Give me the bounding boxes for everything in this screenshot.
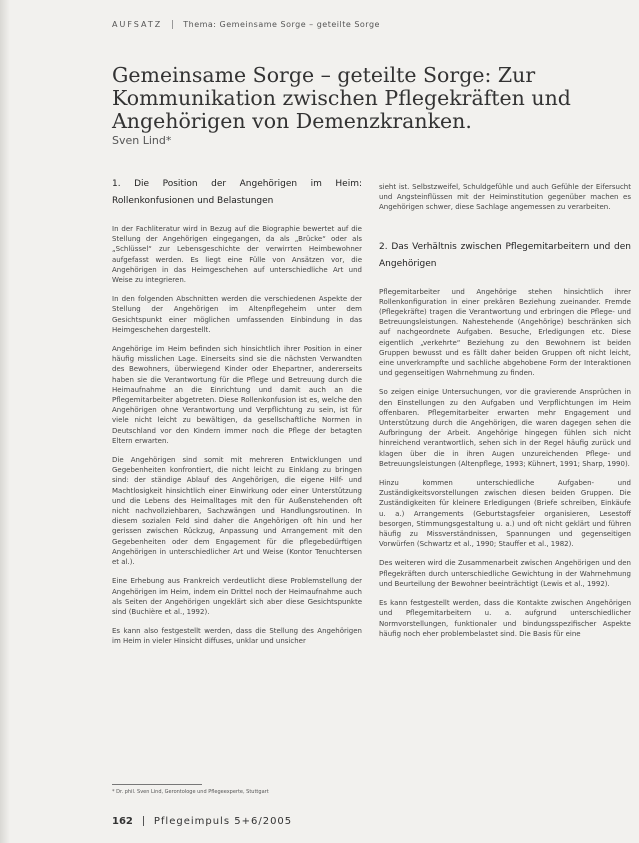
running-head-section: AUFSATZ xyxy=(112,20,163,29)
body-paragraph: In der Fachliteratur wird in Bezug auf die Biographie bewertet auf die Stellung der Angehörigen eingegangen, da als „Brücke“ oder als „Schlüssel“ zur Lebensgeschichte der verwirrten Heimbewohner aufgefasst werden. Es liegt eine Fülle von Ansätzen vor, die Angehörigen in das Heimgeschehen auf unterschiedliche Art und Weise zu integrieren. xyxy=(112,225,362,285)
footnote: * Dr. phil. Sven Lind, Gerontologe und Pflegeexperte, Stuttgart xyxy=(112,789,269,795)
body-paragraph: Eine Erhebung aus Frankreich verdeutlicht diese Problemstellung der Angehörigen im Heim, indem ein Drittel noch der Heimaufnahme auch als Seiten der Angehörigen ungeklärt sich aber diese Gesichtspunkte sind (Buchière et al., 1992). xyxy=(112,577,362,616)
page-footer xyxy=(112,816,292,827)
running-head-topic: Thema: Gemeinsame Sorge – geteilte Sorge xyxy=(183,20,380,29)
journal-name: Pflegeimpuls 5+6/2005 xyxy=(153,816,293,827)
page-number: 162 xyxy=(112,816,133,827)
running-head-divider xyxy=(172,20,173,29)
body-paragraph: Pflegemitarbeiter und Angehörige stehen hinsichtlich ihrer Rollenkonfiguration in einer prekären Beziehung zueinander. Fremde (Pflegekräfte) tragen die Verantwortung und erbringen die Pflege- und Betreuungsleistungen. Nahestehende (Angehörige) beschränken sich auf nachgeordnete Aufgaben. Besuche, Erledigungen etc. Diese eigentlich „verkehrte“ Beziehung zu den Bewohnern ist beiden Gruppen bewusst und es fällt daher beiden Gruppen oft nicht leicht, eine unverkrampfte und sachliche abgehobene Form der Interaktionen und gegenseitigen Wahrnehmung zu finden. xyxy=(379,287,631,378)
body-paragraph: Die Angehörigen sind somit mit mehreren Entwicklungen und Gegebenheiten konfrontiert, die nicht leicht zu Einklang zu bringen sind: der ständige Ablauf des Angehörigen, die eigene Hilf- und Machtlosigkeit hinsichtlich einer Einwirkung oder einer Unterstützung und die Lebens des Heimalltages mit den für Außenstehenden oft nicht nachvollziehbaren, Sachzwängen und Handlungsroutinen. In diesem sozialen Feld sind daher die Angehörigen oft hin und her gerissen zwischen Rückzug, Anpassung und Arrangement mit den Gegebenheiten oder dem Engagement für die pflegebedürftigen Angehörigen in unterschiedlicher Art und Weise (Kontor Tenuchtersen et al.). xyxy=(112,456,362,567)
body-paragraph: Es kann also festgestellt werden, dass die Stellung des Angehörigen im Heim in vieler Hinsicht diffuses, unklar und unsicher xyxy=(112,627,362,646)
body-paragraph-continued: sieht ist. Selbstzweifel, Schuldgefühle und auch Gefühle der Eifersucht und Angsteinflüssen mit der Heiminstitution gegenüber machen es Angehörigen schwer, diese Sachlage angemessen zu verarbeiten. xyxy=(379,183,631,212)
body-paragraph: Hinzu kommen unterschiedliche Aufgaben- und Zuständigkeitsvorstellungen zwischen diesen beiden Gruppen. Die Zuständigkeiten für kleinere Erledigungen (Briefe schreiben, Einkäufe u. a.) Arrangements (Geburtstagsfeier organisieren, Lesestoff besorgen, Stimmungsgestaltung u. a.) und oft nicht geklärt und führen häufig zu Missverständnissen, Spannungen und gegenseitigen Vorwürfen (Schwartz et al., 1990; Stauffer et al., 1982). xyxy=(379,479,631,549)
footer-divider xyxy=(143,816,144,826)
article-title: Gemeinsame Sorge – geteilte Sorge: Zur Kommunikation zwischen Pflegekräften und Angehörigen von Demenzkranken. xyxy=(112,63,571,133)
right-column xyxy=(379,182,631,648)
body-paragraph: Es kann festgestellt werden, dass die Kontakte zwischen Angehörigen und Pflegemitarbeitern u. a. aufgrund unterschiedlicher Normvorstellungen, funktionaler und bindungsspezifischer Aspekte häufig noch eher problembelastet sind. Die Basis für eine xyxy=(379,599,631,638)
section-heading-1: 1. Die Position der Angehörigen im Heim: Rollenkonfusionen und Belastungen xyxy=(112,179,362,206)
section-heading-2: 2. Das Verhältnis zwischen Pflegemitarbeitern und den Angehörigen xyxy=(379,241,631,269)
body-paragraph: Angehörige im Heim befinden sich hinsichtlich ihrer Position in einer häufig misslichen Lage. Einerseits sind sie die nächsten Verwandten des Bewohners, überwiegend Kinder oder Ehepartner, andererseits haben sie die Verantwortung für die Pflege und Betreuung durch die Heimaufnahme an die Einrichtung und damit auch an die Pflegemitarbeiter abgetreten. Diese Rollenkonfusion ist es, welche den Angehörigen ohne Verantwortung und Verpflichtung zu sein, ist für viele nicht leicht zu bewältigen, da gesellschaftliche Normen in Deutschland vor den Kindern immer noch die Pflege der betagten Eltern erwarten. xyxy=(112,345,362,445)
page-gutter-shadow xyxy=(0,0,10,843)
footnote-rule xyxy=(112,784,202,785)
running-head xyxy=(112,20,622,29)
left-column xyxy=(112,176,362,656)
author-name: Sven Lind* xyxy=(112,134,172,147)
body-paragraph: So zeigen einige Untersuchungen, vor die gravierende Ansprüchen in den Einstellungen zu den Aufgaben und Verpflichtungen im Heim offenbaren. Pflegemitarbeiter erwarten mehr Engagement und Unterstützung durch die Angehörigen, die waren dagegen sehen die Aufbringung der Arbeit. Angehörige hingegen fühlen sich nicht hinreichend verantwortlich, sehen sich in der Regel häufig zurück und klagen über die in ihren Augen unzureichenden Pflege- und Betreuungsleistungen (Altenpflege, 1993; Kühnert, 1991; Sharp, 1990). xyxy=(379,388,631,468)
body-paragraph: Des weiteren wird die Zusammenarbeit zwischen Angehörigen und den Pflegekräften durch unterschiedliche Gewichtung in der Wahrnehmung und Beurteilung der Bewohner beeinträchtigt (Lewis et al., 1992). xyxy=(379,559,631,588)
body-paragraph: In den folgenden Abschnitten werden die verschiedenen Aspekte der Stellung der Angehörigen im Altenpflegeheim unter dem Gesichtspunkt einer möglichen umfassenden Einbindung in das Heimgeschehen dargestellt. xyxy=(112,295,362,334)
